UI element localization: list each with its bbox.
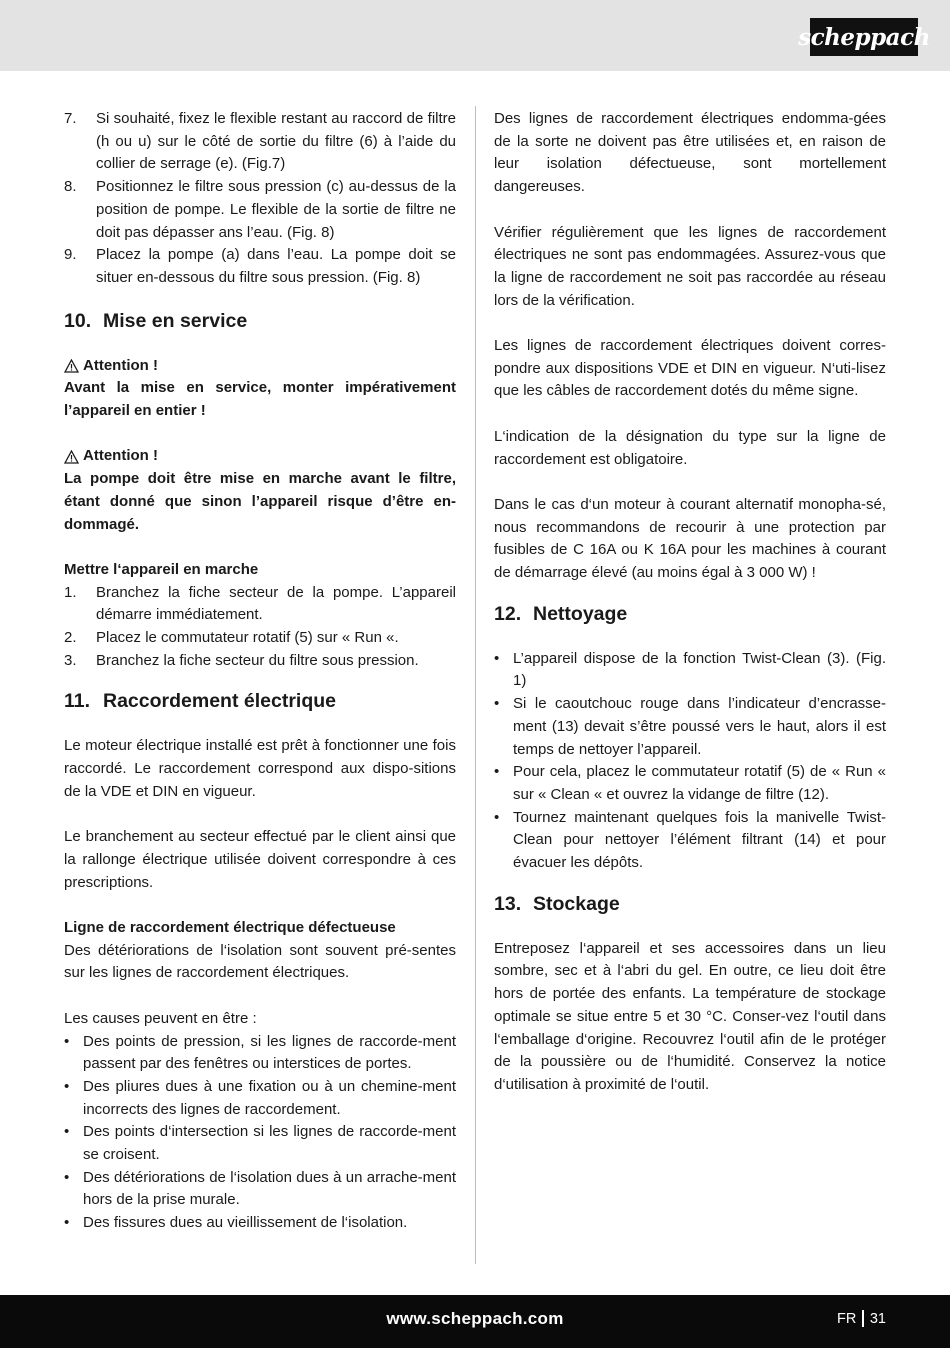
start-steps-list xyxy=(64,582,456,673)
website-link[interactable]: www.scheppach.com xyxy=(386,1309,564,1328)
warning-triangle-icon xyxy=(64,359,79,373)
section-heading-11: 11. Raccordement électrique xyxy=(64,690,337,713)
list-item: • Des pliures dues à une fixation ou à un chemine-ment incorrects des lignes de raccordement. xyxy=(64,1077,456,1118)
separator xyxy=(862,1310,864,1327)
warning-text: La pompe doit être mise en marche avant le filtre, étant donné que sinon l’appareil risque d’être en-dommagé. xyxy=(64,470,456,533)
cleaning-list xyxy=(494,648,886,875)
brand-logo: scheppach xyxy=(810,18,918,56)
paragraph: Les causes peuvent en être : xyxy=(64,1009,257,1027)
list-item: 3. Branchez la fiche secteur du filtre sous pression. xyxy=(64,651,419,669)
warning-label: Attention ! xyxy=(64,445,456,468)
paragraph: Les lignes de raccordement électriques doivent corres-pondre aux dispositions VDE et DIN en vigueur. N‘uti-lisez que les câbles de raccordement dotés du même signe. xyxy=(494,337,886,400)
footer-bar xyxy=(0,1295,950,1348)
list-item: • Si le caoutchouc rouge dans l’indicateur d’encrasse-ment (13) devait s’être poussé vers le haut, alors il est temps de nettoyer l’appareil. xyxy=(494,695,886,758)
paragraph: Entreposez l‘appareil et ses accessoires dans un lieu sombre, sec et à l‘abri du gel. En outre, ce lieu doit être hors de portée des enfants. La température de stockage optimale se situe entre 5 et 30 °C. Conser-vez l‘outil dans l‘emballage d‘origine. Recouvrez l‘outil afin de le protéger de la poussière ou de l‘humidité. Conservez la notice d‘utilisation à proximité de l‘outil. xyxy=(494,939,886,1093)
section-heading-13: 13. Stockage xyxy=(494,892,620,915)
subheading-defect: Ligne de raccordement électrique défectueuse xyxy=(64,919,396,937)
list-item: 7. Si souhaité, fixez le flexible restant au raccord de filtre (h ou u) sur le côté de sortie du filtre (6) à l’aide du collier de serrage (e). (Fig.7) xyxy=(64,110,456,173)
paragraph: Dans le cas d‘un moteur à courant alternatif monopha-sé, nous recommandons de recourir à une protection par fusibles de C 16A ou K 16A pour les machines à courant de démarrage élevé (au moins égal à 3 000 W) ! xyxy=(494,495,886,581)
list-item: • Tournez maintenant quelques fois la manivelle Twist-Clean pour nettoyer l’élément filtrant (14) et pour évacuer les dépôts. xyxy=(494,808,886,872)
list-item: 1. Branchez la fiche secteur de la pompe. L’appareil démarre immédiatement. xyxy=(64,583,456,624)
left-column xyxy=(64,108,456,1235)
section-heading-12: 12. Nettoyage xyxy=(494,602,628,625)
subheading-start: Mettre l‘appareil en marche xyxy=(64,560,259,578)
list-item: • Pour cela, placez le commutateur rotatif (5) de « Run « sur « Clean « et ouvrez la vidange de filtre (12). xyxy=(494,763,886,803)
paragraph: Vérifier régulièrement que les lignes de raccordement électriques ne sont pas endommagées. Assurez-vous que la ligne de raccordement ne soit pas raccordée au réseau lors de la vérification. xyxy=(494,223,886,309)
paragraph: Le branchement au secteur effectué par le client ainsi que la rallonge électrique utilisée doivent correspondre à ces prescriptions. xyxy=(64,828,456,891)
install-steps-list xyxy=(64,108,456,290)
section-heading-10: 10. Mise en service xyxy=(64,309,248,332)
warning-text: Avant la mise en service, monter impérativement l’appareil en entier ! xyxy=(64,379,456,420)
right-column xyxy=(494,108,886,1097)
list-item: • L’appareil dispose de la fonction Twist-Clean (3). (Fig. 1) xyxy=(494,649,886,690)
list-item: • Des points d‘intersection si les lignes de raccorde-ment se croisent. xyxy=(64,1123,456,1164)
causes-list xyxy=(64,1031,456,1235)
paragraph: Le moteur électrique installé est prêt à fonctionner une fois raccordé. Le raccordement correspond aux dispo-sitions de la VDE et DIN en vigueur. xyxy=(64,737,456,800)
list-item: • Des fissures dues au vieillissement de l‘isolation. xyxy=(64,1214,408,1232)
paragraph: Des détériorations de l‘isolation sont souvent pré-sentes sur les lignes de raccordement électriques. xyxy=(64,941,456,982)
paragraph: Des lignes de raccordement électriques endomma-gées de la sorte ne doivent pas être utilisées et, en raison de leur isolation défectueuse, sont mortellement dangereuses. xyxy=(494,110,886,196)
page-number: FR 31 xyxy=(837,1310,886,1327)
list-item: • Des points de pression, si les lignes de raccorde-ment passent par des fenêtres ou interstices de portes. xyxy=(64,1032,456,1073)
list-item: • Des détériorations de l‘isolation dues à un arrache-ment hors de la prise murale. xyxy=(64,1168,456,1209)
list-item: 9. Placez la pompe (a) dans l’eau. La pompe doit se situer en-dessous du filtre sous pression. (Fig. 8) xyxy=(64,246,456,286)
list-item: 8. Positionnez le filtre sous pression (c) au-dessus de la position de pompe. Le flexible de la sortie de filtre ne doit pas dépasser ans l’eau. (Fig. 8) xyxy=(64,178,456,241)
paragraph: L‘indication de la désignation du type sur la ligne de raccordement est obligatoire. xyxy=(494,427,886,468)
warning-label: Attention ! xyxy=(64,355,456,378)
list-item: 2. Placez le commutateur rotatif (5) sur « Run «. xyxy=(64,629,399,647)
column-divider xyxy=(475,106,476,1264)
warning-triangle-icon xyxy=(64,450,79,464)
header-bar xyxy=(0,0,950,71)
